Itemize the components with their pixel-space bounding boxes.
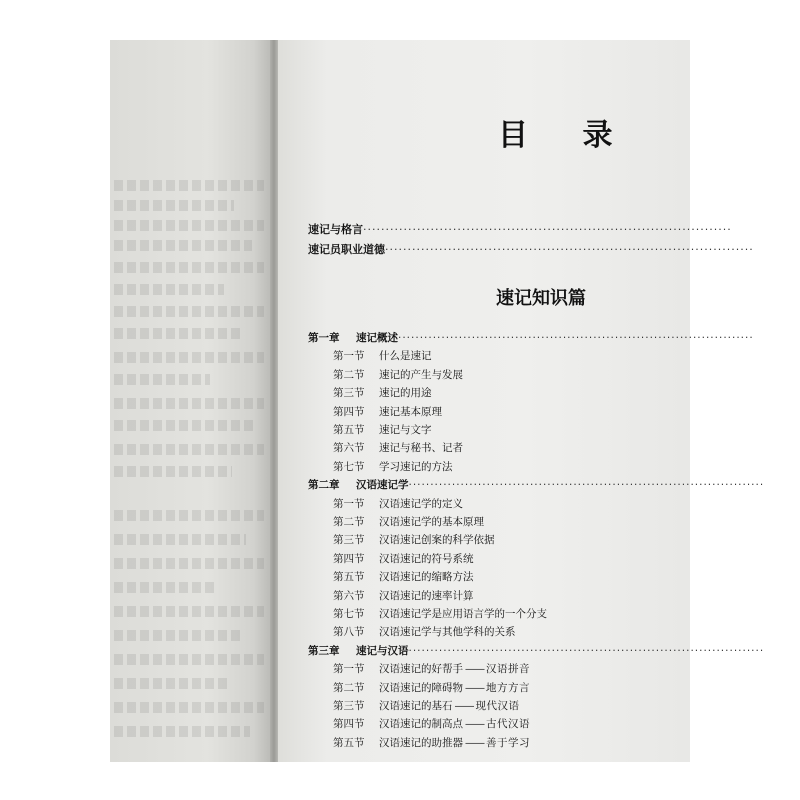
- section-number: 第四节: [333, 718, 365, 731]
- toc-section-row: [333, 403, 442, 421]
- section-number: 第六节: [333, 442, 365, 455]
- section-title: 汉语速记学是应用语言学的一个分支: [379, 608, 547, 620]
- section-title: 汉语速记的助推器: [379, 736, 463, 749]
- dot-leader: ··················································································: [408, 479, 765, 492]
- toc-section-row: [333, 347, 432, 365]
- chapter-title: 汉语速记学: [356, 479, 409, 492]
- bleed-through-text: [114, 180, 264, 191]
- title-dash: ——: [465, 736, 484, 749]
- bleed-through-text: [114, 374, 210, 385]
- section-number: 第八节: [333, 626, 365, 639]
- section-title: 汉语速记的基石: [379, 700, 453, 712]
- bleed-through-text: [114, 306, 264, 317]
- toc-section-row: [333, 623, 516, 641]
- section-title: 速记的用途: [379, 387, 432, 400]
- toc-section-row: [333, 531, 495, 549]
- section-number: 第七节: [333, 608, 365, 620]
- open-book: [110, 40, 765, 762]
- title-dash: ——: [465, 718, 484, 731]
- front-matter-label: 速记员职业道德: [308, 243, 385, 256]
- toc-section-row: [333, 421, 432, 439]
- section-subtitle: 汉语拼音: [486, 663, 530, 676]
- title-dash: ——: [465, 663, 484, 676]
- bleed-through-text: [114, 466, 232, 477]
- section-title: 汉语速记学的基本原理: [379, 516, 484, 528]
- section-title: 速记与秘书、记者: [379, 442, 463, 455]
- toc-chapter-row: [308, 329, 754, 347]
- section-title: 汉语速记的制高点: [379, 718, 463, 731]
- title-dash: ——: [465, 681, 484, 694]
- title-dash: ——: [454, 700, 474, 712]
- bleed-through-text: [114, 220, 264, 231]
- bleed-through-text: [114, 606, 264, 617]
- front-matter-item: [308, 221, 732, 237]
- section-title: 汉语速记学与其他学科的关系: [379, 626, 516, 639]
- section-title: 学习速记的方法: [379, 460, 453, 473]
- section-number: 第二节: [333, 516, 365, 528]
- left-page: [110, 40, 273, 762]
- chapter-number: 第一章: [308, 332, 340, 344]
- toc-section-row: [333, 605, 547, 623]
- toc-chapter-row: [308, 476, 764, 494]
- section-subtitle: 现代汉语: [475, 700, 520, 712]
- section-subtitle: 地方方言: [486, 681, 530, 694]
- bleed-through-text: [114, 398, 264, 409]
- chapter-title: 速记概述: [356, 332, 398, 344]
- bleed-through-text: [114, 582, 214, 593]
- section-number: 第五节: [333, 736, 365, 749]
- section-number: 第三节: [333, 387, 365, 400]
- section-title: 汉语速记的障碍物: [379, 681, 463, 694]
- section-subtitle: 善于学习: [486, 736, 530, 749]
- section-number: 第五节: [333, 571, 365, 584]
- section-title: 汉语速记创案的科学依据: [379, 534, 495, 547]
- bleed-through-text: [114, 420, 254, 431]
- toc-title: 目 录: [498, 118, 635, 153]
- section-number: 第四节: [333, 552, 365, 565]
- dot-leader: ··················································································: [408, 644, 765, 657]
- bleed-through-text: [114, 678, 228, 689]
- section-title: 汉语速记学的定义: [379, 497, 463, 510]
- section-title: 汉语速记的缩略方法: [379, 571, 474, 584]
- bleed-through-text: [114, 352, 264, 363]
- toc-chapter-row: [308, 642, 764, 660]
- bleed-through-text: [114, 558, 264, 569]
- toc-section-row: [333, 679, 530, 697]
- dot-leader: ··················································································: [385, 243, 754, 256]
- bleed-through-text: [114, 200, 234, 211]
- toc-section-row: [333, 697, 520, 715]
- bleed-through-text: [114, 702, 264, 713]
- bleed-through-text: [114, 630, 240, 641]
- dot-leader: ··················································································: [398, 332, 754, 344]
- section-number: 第七节: [333, 460, 365, 473]
- toc-section-row: [333, 587, 474, 605]
- chapter-title: 速记与汉语: [356, 644, 409, 657]
- bleed-through-text: [114, 240, 252, 251]
- toc-section-row: [333, 439, 463, 457]
- toc-section-row: [333, 495, 463, 513]
- section-number: 第四节: [333, 405, 365, 418]
- bleed-through-text: [114, 534, 246, 545]
- toc-section-row: [333, 715, 530, 733]
- section-number: 第二节: [333, 681, 365, 694]
- toc-section-row: [333, 660, 530, 678]
- section-number: 第六节: [333, 589, 365, 602]
- bleed-through-text: [114, 284, 224, 295]
- section-number: 第三节: [333, 534, 365, 547]
- front-matter-label: 速记与格言: [308, 223, 363, 236]
- chapter-number: 第二章: [308, 479, 340, 492]
- section-number: 第五节: [333, 424, 365, 436]
- section-subtitle: 古代汉语: [486, 718, 530, 731]
- section-title: 汉语速记的速率计算: [379, 589, 474, 602]
- section-title: 什么是速记: [379, 350, 432, 363]
- section-title: 汉语速记的好帮手: [379, 663, 463, 676]
- toc-section-row: [333, 568, 474, 586]
- right-page: [278, 40, 765, 762]
- bleed-through-text: [114, 654, 264, 665]
- toc-section-row: [333, 366, 463, 384]
- bleed-through-text: [114, 328, 242, 339]
- bleed-through-text: [114, 726, 250, 737]
- section-number: 第一节: [333, 350, 365, 363]
- section-number: 第一节: [333, 497, 365, 510]
- chapter-number: 第三章: [308, 644, 340, 657]
- section-number: 第一节: [333, 663, 365, 676]
- section-title: 速记与文字: [379, 424, 432, 436]
- toc-section-row: [333, 734, 530, 752]
- bleed-through-text: [114, 510, 264, 521]
- dot-leader: ··················································································: [363, 223, 732, 236]
- toc-section-row: [333, 550, 474, 568]
- section-title: 速记基本原理: [379, 405, 442, 418]
- section-title: 汉语速记的符号系统: [379, 552, 474, 565]
- bleed-through-text: [114, 262, 264, 273]
- toc-section-row: [333, 458, 453, 476]
- section-number: 第二节: [333, 368, 365, 381]
- section-title: 速记的产生与发展: [379, 368, 463, 381]
- toc-section-row: [333, 384, 432, 402]
- front-matter-item: [308, 241, 754, 257]
- toc-section-row: [333, 513, 484, 531]
- bleed-through-text: [114, 444, 264, 455]
- part-title: 速记知识篇: [496, 288, 586, 309]
- section-number: 第三节: [333, 700, 365, 712]
